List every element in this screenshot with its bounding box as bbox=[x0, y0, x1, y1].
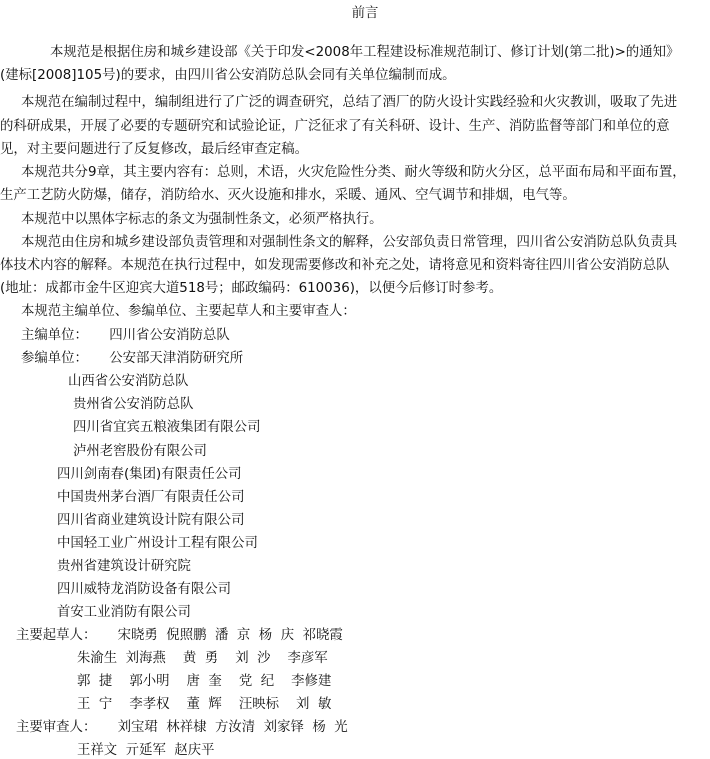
participating-unit: 四川剑南春(集团)有限责任公司 bbox=[57, 467, 242, 482]
preface-line-2: (建标[2008]105号)的要求，由四川省公安消防总队会同有关单位编制而成。 bbox=[0, 68, 456, 83]
main-reviewers-line: 主要审查人： 刘宝珺 林祥棣 方汝清 刘家铎 杨 光 bbox=[16, 720, 348, 735]
preface-line-7: 生产工艺防火防爆，储存，消防给水、灭火设施和排水，采暖、通风、空气调节和排烟，电气等。 bbox=[0, 188, 576, 203]
participating-unit: 四川省宜宾五粮液集团有限公司 bbox=[73, 420, 261, 435]
document-title: 前言 bbox=[351, 6, 379, 21]
participating-unit: 四川省商业建筑设计院有限公司 bbox=[57, 513, 245, 528]
participating-unit: 中国轻工业广州设计工程有限公司 bbox=[57, 536, 258, 551]
participating-units-line: 参编单位： 公安部天津消防研究所 bbox=[21, 351, 244, 366]
reviewers-row: 王祥文 亓延军 赵庆平 bbox=[77, 743, 215, 758]
drafters-row: 王 宁 李孝权 董 辉 汪映标 刘 敏 bbox=[77, 697, 332, 712]
participating-unit: 山西省公安消防总队 bbox=[68, 374, 189, 389]
participating-unit: 中国贵州茅台酒厂有限责任公司 bbox=[57, 490, 245, 505]
chief-editor-line: 主编单位： 四川省公安消防总队 bbox=[21, 328, 230, 343]
drafters-row: 朱渝生 刘海燕 黄 勇 刘 沙 李彦军 bbox=[77, 651, 328, 666]
preface-line-10: 体技术内容的解释。本规范在执行过程中，如发现需要修改和补充之处，请将意见和资料寄往四川省公安消防总队 bbox=[0, 258, 670, 273]
drafters-row: 郭 捷 郭小明 唐 奎 党 纪 李修建 bbox=[77, 674, 332, 689]
preface-line-11: (地址：成都市金牛区迎宾大道518号；邮政编码：610036)，以便今后修订时参考。 bbox=[0, 281, 503, 296]
preface-line-8: 本规范中以黑体字标志的条文为强制性条文，必须严格执行。 bbox=[21, 212, 383, 227]
participating-unit: 四川威特龙消防设备有限公司 bbox=[57, 582, 232, 597]
participating-unit: 贵州省公安消防总队 bbox=[73, 397, 194, 412]
participating-unit: 贵州省建筑设计研究院 bbox=[57, 559, 191, 574]
preface-line-6: 本规范共分9章，其主要内容有：总则，术语，火灾危险性分类、耐火等级和防火分区，总平面布局和平面布置， bbox=[21, 165, 686, 180]
preface-line-4: 的科研成果，开展了必要的专题研究和试验论证，广泛征求了有关科研、设计、生产、消防监督等部门和单位的意 bbox=[0, 119, 670, 134]
preface-line-5: 见，对主要问题进行了反复修改，最后经审查定稿。 bbox=[0, 142, 308, 157]
participating-unit: 泸州老窖股份有限公司 bbox=[73, 444, 207, 459]
main-drafters-line: 主要起草人： 宋晓勇 倪照鹏 潘 京 杨 庆 祁晓霞 bbox=[16, 628, 343, 643]
preface-line-1: 本规范是根据住房和城乡建设部《关于印发<2008年工程建设标准规范制订、修订计划(第二批)>的通知》 bbox=[50, 45, 680, 60]
preface-line-9: 本规范由住房和城乡建设部负责管理和对强制性条文的解释，公安部负责日常管理，四川省公安消防总队负责具 bbox=[21, 235, 678, 250]
preface-line-3: 本规范在编制过程中，编制组进行了广泛的调查研究，总结了酒厂的防火设计实践经验和火灾教训，吸取了先进 bbox=[21, 95, 678, 110]
preface-line-12: 本规范主编单位、参编单位、主要起草人和主要审查人： bbox=[21, 304, 356, 319]
participating-unit: 首安工业消防有限公司 bbox=[57, 605, 191, 620]
